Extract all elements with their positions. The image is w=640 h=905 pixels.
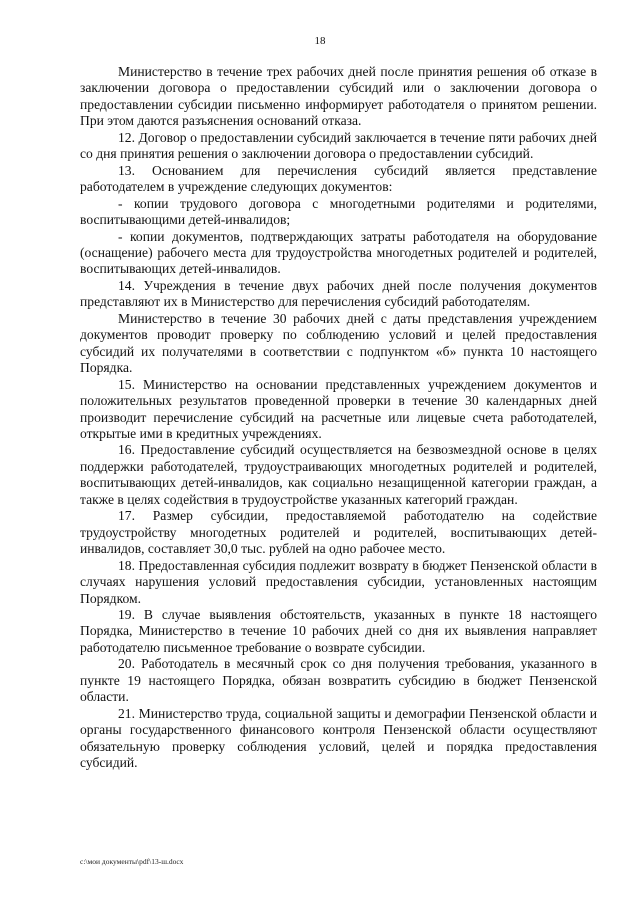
page-number: 18 (314, 35, 326, 47)
paragraph: Министерство в течение 30 рабочих дней с даты представления учреждением документов проводит проверку по соблюдению условий и целей предоставления субсидий их получателями в соответствии с подпунктом «б» пункта 10 настоящего Порядка. (80, 310, 597, 376)
paragraph: Министерство в течение трех рабочих дней после принятия решения об отказе в заключении договора о предоставлении субсидий или о заключении договора о предоставлении субсидии письменно информирует работодателя о принятом решении. При этом даются разъяснения оснований отказа. (80, 64, 597, 129)
paragraph: 21. Министерство труда, социальной защиты и демографии Пензенской области и органы государственного финансового контроля Пензенской области осуществляют обязательную проверку соблюдения условий, целей и порядка предоставления субсидий. (80, 705, 597, 771)
paragraph: 19. В случае выявления обстоятельств, указанных в пункте 18 настоящего Порядка, Министерство в течение 10 рабочих дней со дня их выявления направляет работодателю письменное требование о возврате субсидии. (80, 606, 597, 655)
paragraph: 12. Договор о предоставлении субсидий заключается в течение пяти рабочих дней со дня принятия решения о заключении договора о предоставлении субсидий. (80, 129, 597, 162)
paragraph: 16. Предоставление субсидий осуществляется на безвозмездной основе в целях поддержки работодателей, трудоустраивающих многодетных родителей и родителей, воспитывающих детей-инвалидов, как социально незащищенной категории граждан, а также в целях содействия в трудоустройстве указанных категорий граждан. (80, 442, 597, 507)
paragraph: 13. Основанием для перечисления субсидий является представление работодателем в учреждение следующих документов: (80, 162, 597, 195)
paragraph: 18. Предоставленная субсидия подлежит возврату в бюджет Пензенской области в случаях нарушения условий предоставления субсидии, установленных настоящим Порядком. (80, 557, 597, 606)
paragraph: - копии трудового договора с многодетными родителями и родителями, воспитывающими детей-инвалидов; (80, 195, 597, 228)
paragraph: 15. Министерство на основании представленных учреждением документов и положительных результатов проведенной проверки в течение 30 календарных дней производит перечисление субсидий на расчетные или лицевые счета работодателей, открытые ими в кредитных учреждениях. (80, 376, 597, 441)
footer-file-path: c:\мои документы\pdf\13-ш.docx (80, 857, 184, 866)
paragraph: 17. Размер субсидии, предоставляемой работодателю на содействие трудоустройству многодетных родителей и родителей, воспитывающих детей-инвалидов, составляет 30,0 тыс. рублей на одно рабочее место. (80, 508, 597, 557)
paragraph: 20. Работодатель в месячный срок со дня получения требования, указанного в пункте 19 настоящего Порядка, обязан возвратить субсидию в бюджет Пензенской области. (80, 656, 597, 705)
paragraph: - копии документов, подтверждающих затраты работодателя на оборудование (оснащение) рабочего места для трудоустройства многодетных родителей и родителей, воспитывающих детей-инвалидов. (80, 228, 597, 277)
document-body (80, 64, 597, 771)
paragraph: 14. Учреждения в течение двух рабочих дней после получения документов представляют их в Министерство для перечисления субсидий работодателям. (80, 277, 597, 310)
